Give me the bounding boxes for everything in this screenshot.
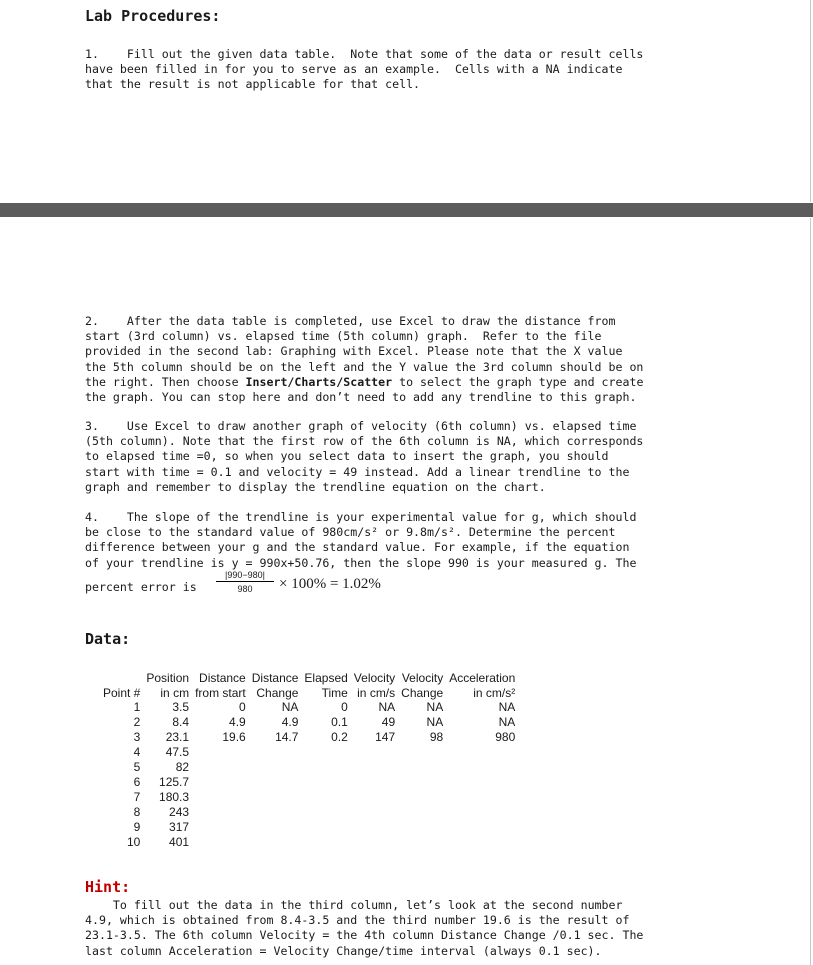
table-cell xyxy=(249,775,302,790)
column-header-line: Velocity xyxy=(353,671,396,685)
point-number-cell: 4 xyxy=(133,745,141,759)
table-cell xyxy=(351,775,398,790)
table-cell: 19.6 xyxy=(222,730,246,744)
column-header xyxy=(192,671,249,700)
document-page-2 xyxy=(0,218,811,965)
table-cell: 0.1 xyxy=(331,715,348,729)
point-number-cell: 5 xyxy=(133,760,141,774)
table-cell xyxy=(446,745,518,760)
table-cell xyxy=(192,835,249,850)
column-header-line: in cm/s xyxy=(357,685,396,700)
point-number-cell: 9 xyxy=(133,820,141,834)
percent-error-label: percent error is xyxy=(85,580,197,594)
column-header-line: Distance xyxy=(199,671,246,685)
table-cell xyxy=(446,805,518,820)
table-cell xyxy=(351,820,398,835)
table-cell xyxy=(192,745,249,760)
hint-text: To fill out the data in the third column, let’s look at the second number 4.9, which is obtained from 8.4-3.5 and the third number 19.6 is the result of 23.1-3.5. The 6th column Velocity = the 4th column Distance Change /0.1 sec. The last column Acceleration = Velocity Change/time interval (always 0.1 sec). xyxy=(85,898,644,958)
table-cell xyxy=(398,745,446,760)
table-cell xyxy=(249,820,302,835)
data-heading: Data: xyxy=(85,630,131,648)
table-cell: 47.5 xyxy=(165,745,190,759)
table-cell: 980 xyxy=(495,730,516,744)
table-cell: NA xyxy=(498,700,516,714)
table-cell: NA xyxy=(426,715,444,729)
table-cell: NA xyxy=(378,700,396,714)
table-row xyxy=(100,790,518,805)
table-row xyxy=(100,805,518,820)
column-header xyxy=(446,671,518,700)
table-cell: 0.2 xyxy=(331,730,348,744)
table-cell: 23.1 xyxy=(165,730,190,744)
table-cell xyxy=(446,835,518,850)
table-row xyxy=(100,820,518,835)
table-cell: 180.3 xyxy=(159,790,190,804)
table-cell xyxy=(249,835,302,850)
table-cell: NA xyxy=(498,715,516,729)
point-number-cell: 7 xyxy=(133,790,141,804)
point-number-cell: 6 xyxy=(133,775,141,789)
column-header-line: Elapsed xyxy=(304,671,348,685)
table-cell xyxy=(351,805,398,820)
table-cell xyxy=(398,835,446,850)
table-cell xyxy=(301,805,350,820)
table-cell xyxy=(398,760,446,775)
table-cell: 49 xyxy=(381,715,396,729)
hint-section xyxy=(85,878,733,959)
table-cell: 14.7 xyxy=(275,730,299,744)
table-cell xyxy=(446,790,518,805)
column-header xyxy=(249,671,302,700)
procedure-step-1: 1. Fill out the given data table. Note that some of the data or result cells have been filled in for you to serve as an example. Cells with a NA indicate that the result is not applicable for that cell. xyxy=(85,47,644,92)
table-cell: 0 xyxy=(341,700,348,714)
column-header-line: Position xyxy=(146,671,190,685)
table-cell: 4.9 xyxy=(229,715,246,729)
fraction-denominator: 980 xyxy=(237,584,253,594)
table-cell xyxy=(192,760,249,775)
table-row xyxy=(100,835,518,850)
table-cell xyxy=(192,805,249,820)
table-cell xyxy=(301,760,350,775)
percent-error-result: × 100% = 1.02% xyxy=(279,576,381,592)
point-number-cell: 2 xyxy=(133,715,141,729)
table-cell xyxy=(398,775,446,790)
column-header-line: from start xyxy=(195,685,246,700)
table-cell xyxy=(351,760,398,775)
table-row xyxy=(100,730,518,745)
table-cell xyxy=(351,790,398,805)
table-cell xyxy=(249,760,302,775)
table-cell xyxy=(192,820,249,835)
table-cell xyxy=(398,790,446,805)
hint-heading: Hint: xyxy=(85,878,131,896)
table-cell xyxy=(249,790,302,805)
table-cell: 4.9 xyxy=(281,715,299,729)
column-header-line: Change xyxy=(401,685,444,700)
column-header xyxy=(398,671,446,700)
page-divider xyxy=(0,203,813,217)
table-cell: 317 xyxy=(169,820,190,834)
column-header-line: Velocity xyxy=(401,671,444,685)
procedure-step-2 xyxy=(85,314,733,405)
column-header xyxy=(351,671,398,700)
table-cell: 147 xyxy=(375,730,396,744)
table-cell xyxy=(301,835,350,850)
table-cell: NA xyxy=(281,700,299,714)
table-cell xyxy=(398,805,446,820)
document-page-1 xyxy=(0,0,811,202)
column-header-line: Acceleration xyxy=(449,671,516,685)
column-header-line: Time xyxy=(321,685,348,700)
data-table xyxy=(100,671,518,850)
lab-procedures-heading: Lab Procedures: xyxy=(85,7,221,25)
table-cell xyxy=(249,745,302,760)
column-header-line: Change xyxy=(256,685,299,700)
table-cell: 82 xyxy=(175,760,190,774)
table-cell: 401 xyxy=(169,835,190,849)
table-row xyxy=(100,715,518,730)
table-cell: 0 xyxy=(239,700,246,714)
column-header xyxy=(301,671,350,700)
table-cell: 98 xyxy=(429,730,444,744)
table-cell xyxy=(398,820,446,835)
table-cell xyxy=(301,775,350,790)
table-cell: 3.5 xyxy=(172,700,190,714)
data-table-body xyxy=(100,700,518,850)
procedure-step-4: 4. The slope of the trendline is your experimental value for g, which should be close to the standard value of 980cm/s² or 9.8m/s². Determine the percent difference between your g and the standard value. For example, if the equation of your trendline is y = 990x+50.76, then the slope 990 is your measured g. The xyxy=(85,510,637,570)
table-cell: 243 xyxy=(169,805,190,819)
column-header-line: in cm xyxy=(160,685,190,700)
column-header-line: Distance xyxy=(251,671,299,685)
table-cell xyxy=(192,790,249,805)
table-row xyxy=(100,700,518,715)
table-row xyxy=(100,745,518,760)
table-cell: NA xyxy=(426,700,444,714)
table-cell: 125.7 xyxy=(159,775,190,789)
header-row xyxy=(100,671,518,700)
procedure-step-3: 3. Use Excel to draw another graph of velocity (6th column) vs. elapsed time (5th column). Note that the first row of the 6th column is NA, which corresponds to elapsed time =0, so when you select data to insert the graph, you should start with time = 0.1 and velocity = 49 instead. Add a linear trendline to the graph and remember to display the trendline equation on the chart. xyxy=(85,419,644,494)
step2-text: 2. After the data table is completed, use Excel to draw the distance from start (3rd column) vs. elapsed time (5th column) graph. Refer to the file provided in the second lab: Graphing with Excel. Please note that the X value the 5th column should be on the left and the Y value the 3rd column should be on the right. Then choose xyxy=(85,314,644,389)
table-cell xyxy=(301,820,350,835)
table-cell xyxy=(351,745,398,760)
table-row xyxy=(100,775,518,790)
column-header xyxy=(143,671,192,700)
point-number-cell: 1 xyxy=(133,700,141,714)
point-number-cell: 3 xyxy=(133,730,141,744)
table-cell xyxy=(446,820,518,835)
point-number-cell: 10 xyxy=(127,835,141,849)
data-table-header xyxy=(100,671,518,700)
column-header xyxy=(100,671,143,700)
table-cell xyxy=(249,805,302,820)
table-cell xyxy=(351,835,398,850)
step2-text-end: to select the graph type and create the graph. You can stop here and don’t need to add any trendline to this graph. xyxy=(85,374,644,405)
fraction-numerator: |990−980| xyxy=(216,570,274,582)
table-cell xyxy=(446,775,518,790)
percent-error-fraction xyxy=(216,570,274,594)
point-number-cell: 8 xyxy=(133,805,141,819)
column-header-line: in cm/s² xyxy=(473,685,516,700)
step2-menu-path: Insert/Charts/Scatter xyxy=(245,374,393,389)
table-row xyxy=(100,760,518,775)
table-cell xyxy=(301,745,350,760)
table-cell: 8.4 xyxy=(172,715,190,729)
table-cell xyxy=(446,760,518,775)
table-cell xyxy=(301,790,350,805)
column-header-line: Point # xyxy=(103,685,141,700)
table-cell xyxy=(192,775,249,790)
